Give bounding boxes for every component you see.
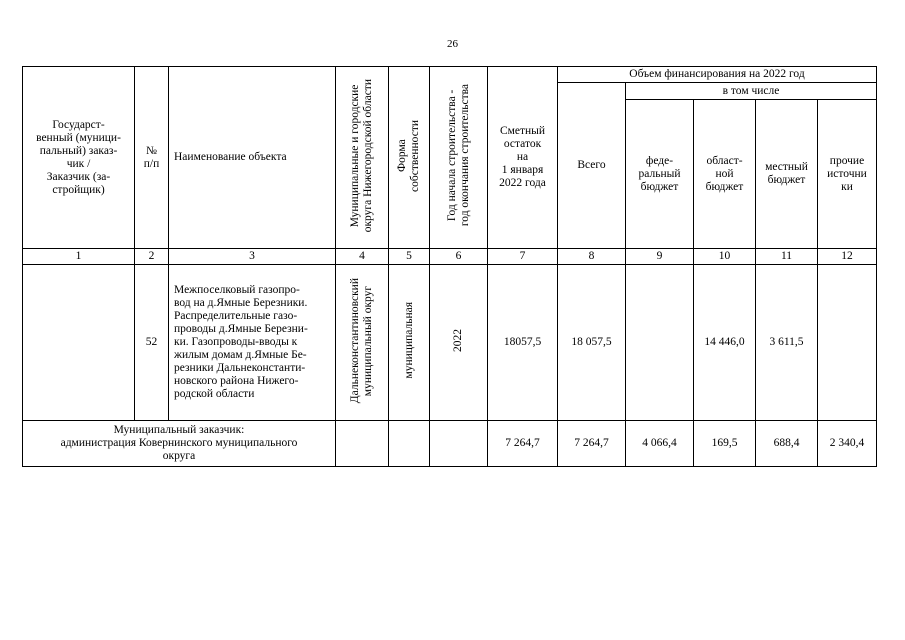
row-federal (626, 265, 694, 421)
table-row (23, 265, 877, 421)
row-ownership: муниципальная (402, 302, 415, 379)
summary-local: 688,4 (756, 421, 818, 467)
column-number: 1 (23, 249, 135, 265)
header-years: Год начала строительства - год окончания строительства (445, 84, 471, 227)
summary-federal: 4 066,4 (626, 421, 694, 467)
header-federal: феде- ральный бюджет (626, 100, 694, 249)
row-years: 2022 (452, 329, 464, 352)
column-number: 9 (626, 249, 694, 265)
header-customer: Государст- венный (муници- пальный) заказ- чик / Заказчик (за- стройщик) (23, 67, 135, 249)
header-num: № п/п (135, 67, 169, 249)
column-number: 8 (558, 249, 626, 265)
summary-label: Муниципальный заказчик: администрация Ковернинского муниципального округа (23, 421, 336, 467)
header-municipality-cell (336, 67, 389, 249)
row-customer (23, 265, 135, 421)
column-number: 2 (135, 249, 169, 265)
summary-empty (336, 421, 389, 467)
summary-total: 7 264,7 (558, 421, 626, 467)
column-number-row (23, 249, 877, 265)
header-local: местный бюджет (756, 100, 818, 249)
column-number: 3 (169, 249, 336, 265)
header-financing: Объем финансирования на 2022 год (558, 67, 877, 83)
row-estimated-balance: 18057,5 (488, 265, 558, 421)
row-regional: 14 446,0 (694, 265, 756, 421)
row-local: 3 611,5 (756, 265, 818, 421)
row-ownership-cell (389, 265, 430, 421)
row-municipality-cell (336, 265, 389, 421)
column-number: 11 (756, 249, 818, 265)
column-number: 12 (818, 249, 877, 265)
summary-other: 2 340,4 (818, 421, 877, 467)
header-row-1 (23, 67, 877, 83)
header-years-cell (430, 67, 488, 249)
header-estimated-balance: Сметный остаток на 1 января 2022 года (488, 67, 558, 249)
header-ownership: Форма собственности (396, 119, 421, 192)
row-municipality: Дальнеконстантиновский муниципальный округ (349, 277, 374, 404)
header-regional: област- ной бюджет (694, 100, 756, 249)
row-years-cell (430, 265, 488, 421)
summary-empty (430, 421, 488, 467)
summary-estimated-balance: 7 264,7 (488, 421, 558, 467)
row-other (818, 265, 877, 421)
column-number: 5 (389, 249, 430, 265)
row-object-name: Межпоселковый газопро- вод на д.Ямные Березники. Распределительные газо- проводы д.Ямные Березни- ки. Газопроводы-вводы к жилым домам д.Ямные Бе- резники Дальнеконстанти- новского района Нижего- родской области (169, 265, 336, 421)
financing-table (22, 66, 877, 467)
column-number: 4 (336, 249, 389, 265)
row-num: 52 (135, 265, 169, 421)
header-including: в том числе (626, 83, 877, 100)
header-municipality: Муниципальные и городские округа Нижегородской области (349, 78, 374, 233)
header-object-name: Наименование объекта (169, 67, 336, 249)
column-number: 6 (430, 249, 488, 265)
summary-row (23, 421, 877, 467)
summary-empty (389, 421, 430, 467)
summary-regional: 169,5 (694, 421, 756, 467)
header-ownership-cell (389, 67, 430, 249)
column-number: 10 (694, 249, 756, 265)
header-other: прочие источни ки (818, 100, 877, 249)
header-total: Всего (558, 83, 626, 249)
column-number: 7 (488, 249, 558, 265)
page-number: 26 (447, 38, 458, 50)
row-total: 18 057,5 (558, 265, 626, 421)
